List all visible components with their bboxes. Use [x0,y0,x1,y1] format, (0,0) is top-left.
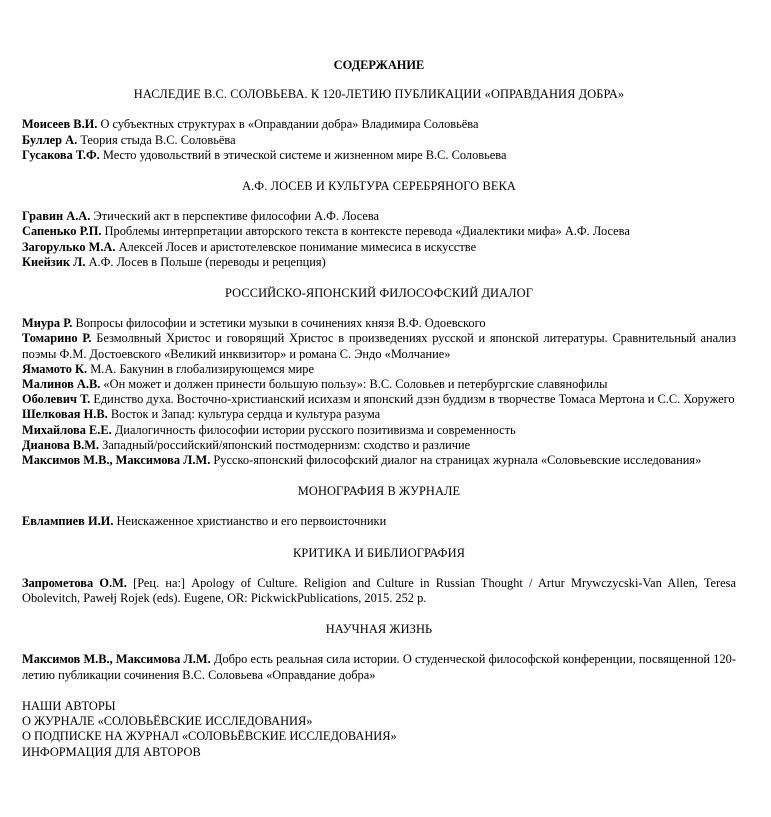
footer-item: О ЖУРНАЛЕ «СОЛОВЬЁВСКИЕ ИССЛЕДОВАНИЯ» [22,714,313,729]
entry-author: Томарино Р. [22,331,92,346]
entry-title: Этический акт в перспективе философии А.Ф. Лосева [93,209,380,224]
toc-entry [22,438,736,453]
footer-item: О ПОДПИСКЕ НА ЖУРНАЛ «СОЛОВЬЁВСКИЕ ИССЛЕДОВАНИЯ» [22,729,397,744]
toc-entry [22,133,736,148]
entry-author: Максимов М.В., Максимова Л.М. [22,652,211,667]
section-title: РОССИЙСКО-ЯПОНСКИЙ ФИЛОСОФСКИЙ ДИАЛОГ [225,286,533,301]
section-entries [22,576,736,606]
toc-entry [22,148,736,163]
toc-entry [22,423,736,438]
toc-entry [22,316,736,331]
entry-title: Проблемы интерпретации авторского текста в контексте перевода «Диалектики мифа» А.Ф. Лосева [104,224,630,239]
section-title: КРИТИКА И БИБЛИОГРАФИЯ [293,545,465,560]
toc-entry [22,240,736,255]
entry-title: Диалогичность философии истории русского позитивизма и современность [114,422,516,437]
entry-title: Восток и Запад: культура сердца и культура разума [110,407,381,422]
footer-list [22,699,736,760]
entry-author: Сапенько Р.П. [22,224,102,239]
section-entries [22,514,736,529]
toc-entry [22,362,736,377]
toc-entry [22,377,736,392]
section-entries [22,117,736,163]
entry-title: О субъектных структурах в «Оправдании добра» Владимира Соловьёва [100,117,479,132]
toc-entry [22,255,736,270]
toc-entry [22,407,736,422]
entry-author: Моисеев В.И. [22,117,98,132]
section-title: А.Ф. ЛОСЕВ И КУЛЬТУРА СЕРЕБРЯНОГО ВЕКА [242,179,516,194]
entry-title: Русско-японский философский диалог на страницах журнала «Соловьевские исследования» [213,453,702,468]
section-title: НАУЧНАЯ ЖИЗНЬ [325,622,433,637]
entry-title: М.А. Бакунин в глобализирующемся мире [90,361,314,376]
footer-item: НАШИ АВТОРЫ [22,698,116,713]
toc-entry [22,514,736,529]
entry-title: [Рец. на:] Apology of Culture. Religion and Culture in Russian Thought / Artur Mrywczycski-Van Allen, Teresa Obolevitch, Pawełj Rojek (eds). Eugene, OR: PickwickPublications, 2015. 252 p. [22,575,736,606]
page-title: СОДЕРЖАНИЕ [333,58,425,72]
section-entries [22,209,736,270]
entry-title: Западный/российский/японский постмодернизм: сходство и различие [102,437,471,452]
entry-author: Шелковая Н.В. [22,407,108,422]
section-title: МОНОГРАФИЯ В ЖУРНАЛЕ [297,484,461,499]
entry-title: Алексей Лосев и аристотелевское понимание мимесиса в искусстве [118,239,477,254]
table-of-contents [22,58,736,760]
entry-author: Киейзик Л. [22,254,86,269]
toc-entry [22,576,736,606]
entry-author: Загорулько М.А. [22,239,116,254]
entry-title: Неискаженное христианство и его первоисточники [116,514,387,529]
entry-title: «Он может и должен принести большую пользу»: В.С. Соловьев и петербургские славянофилы [103,377,608,392]
entry-title: Место удовольствий в этической системе и жизненном мире В.С. Соловьева [102,147,507,162]
entry-title: Вопросы философии и эстетики музыки в сочинениях князя В.Ф. Одоевского [75,316,486,331]
entry-title: Теория стыда В.С. Соловьёва [80,132,236,147]
entry-author: Миура Р. [22,316,73,331]
toc-entry [22,117,736,132]
toc-entry [22,453,736,468]
entry-title: А.Ф. Лосев в Польше (переводы и рецепция) [88,254,326,269]
entry-author: Запрометова О.М. [22,575,127,590]
footer-item: ИНФОРМАЦИЯ ДЛЯ АВТОРОВ [22,744,201,759]
entry-author: Буллер А. [22,132,78,147]
entry-author: Ямамото К. [22,361,88,376]
toc-entry [22,209,736,224]
entry-author: Гусакова Т.Ф. [22,147,100,162]
toc-entry [22,652,736,682]
entry-author: Михайлова Е.Е. [22,422,112,437]
section-entries [22,316,736,468]
entry-author: Дианова В.М. [22,437,100,452]
entry-author: Малинов А.В. [22,377,101,392]
entry-author: Максимов М.В., Максимова Л.М. [22,453,211,468]
entry-title: Единство духа. Восточно-христианский исихазм и японский дзэн буддизм в творчестве Томаса Мертона и С.С. Хоружего [93,392,735,407]
section-title: НАСЛЕДИЕ В.С. СОЛОВЬЕВА. К 120-ЛЕТИЮ ПУБЛИКАЦИИ «ОПРАВДАНИЯ ДОБРА» [133,87,625,102]
toc-entry [22,331,736,361]
sections [22,87,736,683]
toc-entry [22,392,736,407]
entry-author: Евлампиев И.И. [22,514,114,529]
entry-title: Безмолвный Христос и говорящий Христос в произведениях русской и японской литературы. Сравнительный анализ поэмы Ф.М. Достоевского «Великий инквизитор» и романа С. Эндо «Молчание» [22,331,736,361]
section-entries [22,652,736,682]
toc-entry [22,224,736,239]
entry-author: Оболевич Т. [22,392,91,407]
entry-title: Добро есть реальная сила истории. О студенческой философской конференции, посвященной 120-летию публикации сочинения В.С. Соловьева «Оправдание добра» [22,652,736,682]
entry-author: Гравин А.А. [22,209,91,224]
